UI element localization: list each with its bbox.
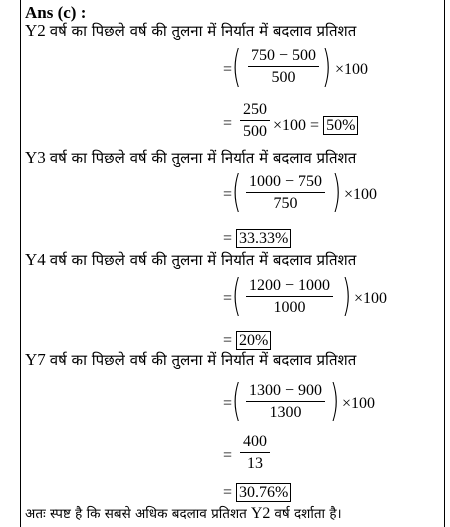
- heading-text: वर्ष का पिछले वर्ष की तुलना में निर्यात में बदलाव प्रतिशत: [49, 149, 357, 167]
- denominator: 500: [271, 69, 296, 86]
- denominator: 1300: [269, 404, 302, 421]
- numerator: 1300 − 900: [246, 383, 325, 402]
- conclusion-suffix: वर्ष दर्शाता है।: [274, 506, 342, 522]
- conclusion-prefix: अतः स्पष्ट है कि सबसे अधिक बदलाव प्रतिशत: [25, 506, 247, 522]
- equals-sign: =: [223, 447, 233, 464]
- right-paren: ): [329, 375, 340, 426]
- numerator: 750 − 500: [248, 48, 319, 67]
- denominator: 750: [273, 195, 298, 212]
- left-paren: (: [231, 375, 242, 426]
- right-paren: ): [341, 270, 352, 321]
- year-label: Y2: [25, 21, 46, 40]
- answer-label: Ans (c) :: [25, 3, 87, 22]
- equals-sign: =: [223, 186, 233, 203]
- times-100: ×100: [335, 61, 369, 78]
- equals-sign: =: [223, 332, 233, 349]
- fraction-y7: [246, 383, 325, 421]
- conclusion-year: Y2: [250, 505, 271, 522]
- numerator: 1200 − 1000: [246, 278, 333, 297]
- numerator: 250: [240, 102, 270, 121]
- equals-sign: =: [223, 115, 233, 132]
- equals-sign: =: [223, 61, 233, 78]
- equals-sign: =: [223, 395, 233, 412]
- left-paren: (: [231, 41, 242, 92]
- right-paren: ): [321, 41, 332, 92]
- year-label: Y7: [25, 350, 46, 369]
- fraction-y2: [248, 48, 319, 86]
- left-paren: (: [231, 270, 242, 321]
- denominator: 13: [247, 455, 263, 472]
- denominator: 1000: [273, 299, 306, 316]
- result-box: 30.76%: [236, 483, 291, 502]
- numerator: 400: [240, 434, 270, 453]
- times-100: ×100: [273, 117, 307, 134]
- fraction-y2-simplified: [240, 102, 270, 140]
- result-box: 33.33%: [236, 229, 291, 248]
- conclusion: [25, 506, 342, 522]
- y3-heading: [25, 149, 356, 167]
- times-100: ×100: [354, 290, 388, 307]
- numerator: 1000 − 750: [246, 174, 325, 193]
- equals-sign: =: [223, 290, 233, 307]
- y2-heading: [25, 22, 356, 40]
- denominator: 500: [243, 123, 267, 140]
- fraction-y4: [246, 278, 333, 316]
- times-100: ×100: [344, 186, 378, 203]
- equals-sign: =: [223, 484, 233, 501]
- equals-sign: =: [310, 117, 320, 134]
- year-label: Y3: [25, 148, 46, 167]
- heading-text: वर्ष का पिछले वर्ष की तुलना में निर्यात में बदलाव प्रतिशत: [49, 251, 357, 269]
- left-paren: (: [231, 166, 242, 217]
- equals-sign: =: [223, 230, 233, 247]
- result-box: 50%: [323, 116, 358, 135]
- right-paren: ): [331, 166, 342, 217]
- year-label: Y4: [25, 250, 46, 269]
- y4-heading: [25, 251, 356, 269]
- fraction-y7-simplified: [240, 434, 270, 472]
- y7-heading: [25, 351, 356, 369]
- fraction-y3: [246, 174, 325, 212]
- result-box: 20%: [236, 331, 271, 350]
- heading-text: वर्ष का पिछले वर्ष की तुलना में निर्यात में बदलाव प्रतिशत: [49, 22, 357, 40]
- heading-text: वर्ष का पिछले वर्ष की तुलना में निर्यात में बदलाव प्रतिशत: [49, 351, 357, 369]
- times-100: ×100: [342, 395, 376, 412]
